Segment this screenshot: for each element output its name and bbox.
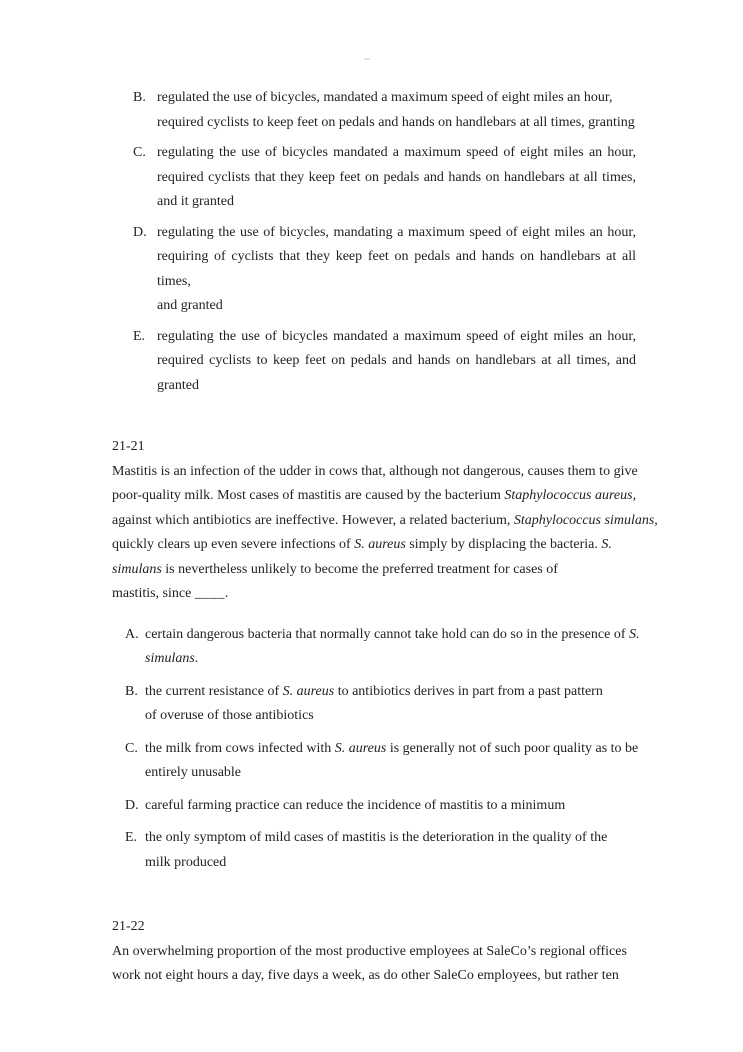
- question-21-21-options: [112, 623, 640, 876]
- italic-text-segment: S.: [628, 626, 640, 642]
- option-letter: A.: [125, 626, 139, 642]
- italic-text-segment: S. aureus: [334, 740, 387, 756]
- answer-option-b: [112, 86, 636, 135]
- text-line: [157, 294, 636, 319]
- text-segment: required cyclists that they keep feet on pedals and hands on handlebars at all times,: [157, 169, 636, 185]
- text-line: [112, 460, 636, 485]
- italic-text-segment: S. aureus: [354, 537, 406, 552]
- text-segment: required cyclists to keep feet on pedals and hands on handlebars at all times, granting: [157, 114, 635, 130]
- answer-option-b: [112, 680, 636, 729]
- text-line: [157, 190, 636, 215]
- text-line: [157, 166, 636, 191]
- option-text: [145, 737, 639, 786]
- text-line: [157, 141, 636, 166]
- question-21-22-stem: [112, 940, 636, 989]
- answer-option-e: [112, 826, 636, 875]
- page-content: [112, 86, 658, 989]
- text-line: [145, 761, 636, 786]
- text-line: [157, 374, 636, 399]
- text-segment: regulating the use of bicycles mandated a maximum speed of eight miles an hour,: [157, 328, 636, 344]
- text-segment: Mastitis is an infection of the udder in cows that, although not dangerous, causes them to give: [112, 463, 638, 479]
- italic-text-segment: S.: [601, 537, 612, 552]
- text-segment: An overwhelming proportion of the most productive employees at SaleCo’s regional offices: [112, 943, 627, 959]
- text-segment: and it granted: [157, 194, 234, 209]
- italic-text-segment: simulans: [145, 651, 195, 666]
- text-line: [157, 111, 636, 136]
- text-line: [112, 964, 636, 989]
- text-segment: certain dangerous bacteria that normally cannot take hold can do so in the presence of: [145, 626, 629, 642]
- text-segment: regulated the use of bicycles, mandated a maximum speed of eight miles an hour,: [157, 90, 613, 105]
- question-21-20-options: [112, 86, 636, 398]
- option-letter: B.: [125, 683, 138, 699]
- option-text: [157, 141, 636, 215]
- option-letter: E.: [133, 328, 146, 344]
- option-text: [157, 325, 636, 399]
- question-number-21-21: 21-21: [112, 439, 145, 454]
- text-segment: requiring of cyclists that they keep feet on pedals and hands on handlebars at all times,: [157, 249, 636, 289]
- text-line: [157, 245, 636, 294]
- text-segment: .: [224, 586, 229, 601]
- text-segment: required cyclists to keep feet on pedals and hands on handlebars at all times, and: [157, 353, 636, 368]
- answer-option-d: [112, 221, 636, 319]
- text-line: [112, 940, 636, 965]
- text-segment: the current resistance of: [145, 683, 283, 699]
- italic-text-segment: S. aureus: [282, 683, 335, 699]
- text-segment: work not eight hours a day, five days a week, as do other SaleCo employees, but rather ten: [112, 968, 619, 983]
- text-segment: simply by displacing the bacteria.: [405, 537, 602, 552]
- italic-text-segment: Staphylococcus simulans,: [513, 512, 658, 528]
- answer-option-c: [112, 141, 636, 215]
- text-segment: is generally not of such poor quality as to be: [386, 740, 639, 756]
- answer-option-e: [112, 325, 636, 399]
- italic-text-segment: Staphylococcus aureus,: [504, 488, 637, 503]
- answer-option-c: [112, 737, 639, 786]
- text-line: [145, 680, 636, 705]
- text-line: [145, 647, 636, 672]
- answer-option-d: [112, 794, 636, 819]
- text-segment: the milk from cows infected with: [145, 740, 335, 756]
- text-segment: entirely unusable: [145, 765, 242, 780]
- text-segment: the only symptom of mild cases of mastitis is the deterioration in the quality of the: [145, 830, 608, 845]
- text-line: [112, 582, 636, 607]
- text-segment: milk produced: [145, 854, 227, 870]
- option-letter: E.: [125, 830, 138, 845]
- text-line: [157, 325, 636, 350]
- option-text: [157, 86, 636, 135]
- text-segment: is nevertheless unlikely to become the preferred treatment for cases of: [161, 561, 558, 577]
- text-line: [145, 623, 640, 648]
- text-line: [145, 851, 636, 876]
- question-21-21-stem: [112, 460, 658, 607]
- text-segment: granted: [157, 377, 199, 393]
- option-text: [145, 794, 636, 819]
- option-letter: C.: [125, 740, 138, 756]
- option-text: [145, 826, 636, 875]
- text-segment: against which antibiotics are ineffective. However, a related bacterium,: [112, 512, 514, 528]
- text-line: [157, 349, 636, 374]
- text-segment: and granted: [157, 298, 223, 313]
- text-segment: regulating the use of bicycles, mandating a maximum speed of eight miles an hour,: [157, 224, 636, 240]
- text-line: [145, 704, 636, 729]
- option-letter: D.: [133, 224, 147, 240]
- text-segment: to antibiotics derives in part from a past pattern: [334, 683, 603, 699]
- option-letter: B.: [133, 90, 146, 105]
- text-line: [145, 826, 636, 851]
- option-text: [145, 623, 640, 672]
- text-segment: of overuse of those antibiotics: [145, 708, 314, 723]
- text-segment: .: [194, 651, 199, 666]
- text-segment: regulating the use of bicycles mandated a maximum speed of eight miles an hour,: [157, 145, 636, 160]
- option-text: [145, 680, 636, 729]
- text-segment: careful farming practice can reduce the incidence of mastitis to a minimum: [145, 797, 566, 813]
- italic-text-segment: simulans: [112, 561, 162, 577]
- option-letter: C.: [133, 145, 146, 160]
- answer-option-a: [112, 623, 640, 672]
- text-line: [112, 484, 636, 509]
- fill-in-blank: ____: [194, 586, 225, 601]
- option-text: [157, 221, 636, 319]
- text-line: [112, 533, 636, 558]
- faint-page-header-mark: –: [364, 51, 369, 65]
- text-line: [112, 558, 636, 583]
- text-line: [145, 737, 639, 762]
- question-number-21-22: 21-22: [112, 919, 145, 934]
- text-line: [145, 794, 636, 819]
- text-line: [112, 509, 658, 534]
- text-segment: mastitis, since: [112, 586, 195, 601]
- text-line: [157, 86, 636, 111]
- text-segment: quickly clears up even severe infections of: [112, 537, 355, 552]
- option-letter: D.: [125, 797, 139, 813]
- text-segment: poor-quality milk. Most cases of mastitis are caused by the bacterium: [112, 488, 505, 503]
- text-line: [157, 221, 636, 246]
